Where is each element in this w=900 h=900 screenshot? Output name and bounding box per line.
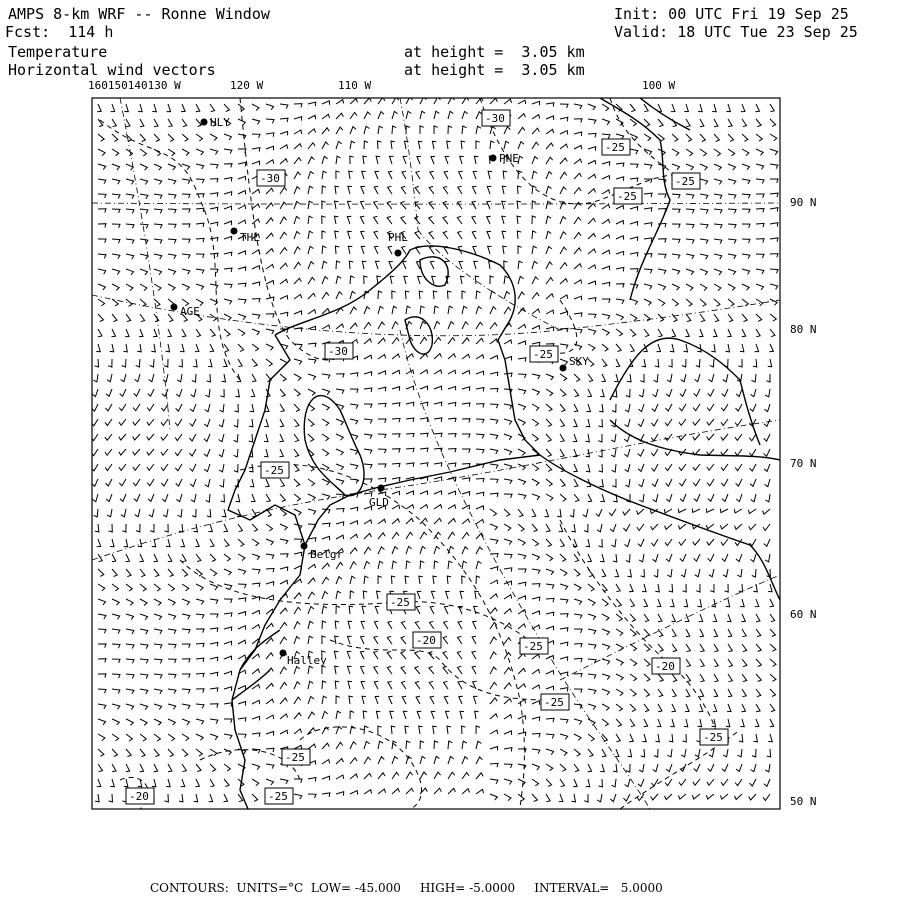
graticule — [92, 98, 780, 809]
contour-label: -25 — [390, 596, 410, 609]
contour-label: -25 — [544, 696, 564, 709]
height-wind: at height = 3.05 km — [404, 61, 585, 79]
station-label-sky: SKY — [569, 355, 589, 368]
valid-time: Valid: 18 UTC Tue 23 Sep 25 — [614, 23, 858, 41]
contour-label: -25 — [264, 464, 284, 477]
station-dot-phl — [395, 250, 402, 257]
contour-label: -30 — [328, 345, 348, 358]
lat-label-90: 90 N — [790, 196, 817, 209]
contour-label: -25 — [268, 790, 288, 803]
contour-label: -25 — [703, 731, 723, 744]
contour-label: -25 — [675, 175, 695, 188]
lat-label-80: 80 N — [790, 323, 817, 336]
station-dot-hly — [201, 119, 208, 126]
station-dot-pne — [490, 155, 497, 162]
contour-label: -25 — [533, 348, 553, 361]
contour-label: -30 — [260, 172, 280, 185]
init-time: Init: 00 UTC Fri 19 Sep 25 — [614, 5, 849, 23]
station-label-gld: GLD — [369, 496, 389, 509]
contour-label: -25 — [617, 190, 637, 203]
contour-label: -30 — [485, 112, 505, 125]
station-dot-sky — [560, 365, 567, 372]
lon-label-120: 120 W — [230, 79, 264, 92]
coastline — [228, 98, 780, 809]
height-temperature: at height = 3.05 km — [404, 43, 585, 61]
contour-labels — [126, 110, 728, 804]
contour-label: -25 — [605, 141, 625, 154]
station-label-phl: PHL — [388, 231, 408, 244]
contour-label: -20 — [655, 660, 675, 673]
temperature-contours — [100, 98, 740, 809]
field-temperature: Temperature — [8, 43, 108, 61]
forecast-hour: Fcst: 114 h — [5, 23, 114, 41]
contour-label: -20 — [129, 790, 149, 803]
lon-label-160-130: 160150140130 W — [88, 79, 181, 92]
map-title: AMPS 8-km WRF -- Ronne Window — [8, 5, 270, 23]
contour-label: -25 — [523, 640, 543, 653]
wind-vector-field — [91, 97, 778, 802]
contour-label: -25 — [285, 751, 305, 764]
station-dot-age — [171, 304, 178, 311]
station-dot-gld — [378, 485, 385, 492]
lon-label-100: 100 W — [642, 79, 676, 92]
station-dot-belgr — [301, 543, 308, 550]
station-dot-thl — [231, 228, 238, 235]
station-label-hly: HLY — [210, 116, 230, 129]
lon-label-110: 110 W — [338, 79, 372, 92]
lat-label-60: 60 N — [790, 608, 817, 621]
lat-label-50: 50 N — [790, 795, 817, 808]
station-markers — [171, 116, 590, 667]
contour-info: CONTOURS: UNITS=°C LOW= -45.000 HIGH= -5.0000 INTERVAL= 5.0000 — [150, 881, 663, 895]
lat-label-70: 70 N — [790, 457, 817, 470]
station-label-thl: THL — [240, 231, 260, 244]
station-label-age: AGE — [180, 305, 200, 318]
station-dot-halley — [280, 650, 287, 657]
contour-label: -20 — [416, 634, 436, 647]
station-label-halley: Halley — [287, 654, 327, 667]
station-label-pne: PNE — [499, 152, 519, 165]
map-frame — [92, 98, 780, 809]
station-label-belgr: Belgr — [310, 548, 344, 561]
field-wind: Horizontal wind vectors — [8, 61, 216, 79]
